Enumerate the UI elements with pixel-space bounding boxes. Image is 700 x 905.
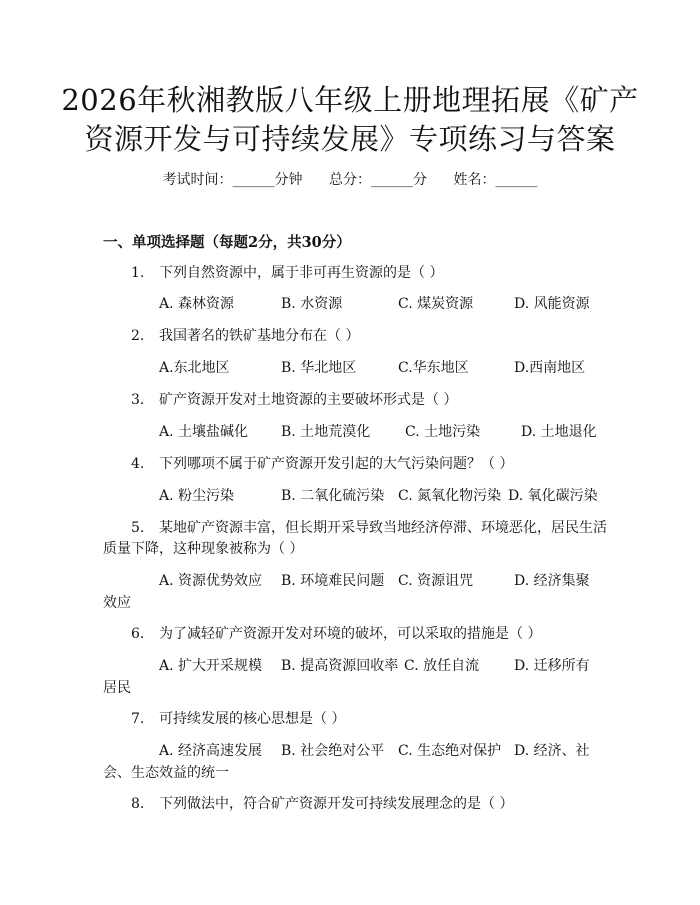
- option-d: D. 经济集聚: [514, 573, 590, 589]
- option-a: A. 扩大开采规模: [159, 658, 263, 674]
- option-a: A. 粉尘污染: [159, 488, 235, 504]
- question-number: 5.: [131, 520, 145, 536]
- question-number: 6.: [131, 626, 145, 642]
- option-c: C.华东地区: [398, 360, 469, 376]
- question-5: [131, 517, 607, 537]
- exam-score: 总分：______分: [329, 172, 427, 188]
- question-text: 下列自然资源中，属于非可再生资源的是（ ）: [159, 265, 444, 281]
- option-b: B. 社会绝对公平: [281, 743, 385, 759]
- option-a: A. 土壤盐碱化: [159, 424, 249, 440]
- option-b: B. 提高资源回收率: [281, 658, 399, 674]
- question-2: [131, 325, 359, 345]
- option-c: C. 煤炭资源: [398, 296, 474, 312]
- question-6: [131, 623, 541, 643]
- option-d: D. 迁移所有: [514, 658, 590, 674]
- question-7-option-wrap: 会、生态效益的统一: [103, 765, 229, 781]
- question-text: 矿产资源开发对土地资源的主要破坏形式是（ ）: [159, 392, 458, 408]
- question-3: [131, 389, 457, 409]
- option-c: C. 氮氧化物污染: [398, 488, 502, 504]
- student-name: 姓名：______: [453, 172, 538, 188]
- question-text: 某地矿产资源丰富，但长期开采导致当地经济停滞、环境恶化，居民生活: [159, 520, 607, 536]
- option-d: D. 风能资源: [514, 296, 590, 312]
- question-5-option-wrap: 效应: [103, 595, 131, 611]
- option-a: A. 资源优势效应: [159, 573, 263, 589]
- option-d: D.西南地区: [514, 360, 586, 376]
- question-number: 2.: [131, 328, 145, 344]
- option-c: C. 放任自流: [404, 658, 480, 674]
- question-text: 下列哪项不属于矿产资源开发引起的大气污染问题？（ ）: [159, 456, 514, 472]
- section-heading: 一、单项选择题（每题2分，共30分）: [103, 234, 351, 251]
- option-b: B. 华北地区: [281, 360, 357, 376]
- option-c: C. 资源诅咒: [398, 573, 474, 589]
- option-b: B. 环境难民问题: [281, 573, 385, 589]
- question-number: 4.: [131, 456, 145, 472]
- question-text: 为了减轻矿产资源开发对环境的破坏，可以采取的措施是（ ）: [159, 626, 542, 642]
- option-b: B. 水资源: [281, 296, 343, 312]
- question-number: 8.: [131, 796, 145, 812]
- question-text: 可持续发展的核心思想是（ ）: [159, 711, 346, 727]
- question-6-option-wrap: 居民: [103, 680, 131, 696]
- option-c: C. 生态绝对保护: [398, 743, 502, 759]
- title-line-1: 2026年秋湘教版八年级上册地理拓展《矿产: [61, 83, 639, 117]
- question-number: 3.: [131, 392, 145, 408]
- question-1: [131, 262, 443, 282]
- question-5-continued: 质量下降，这种现象被称为（ ）: [103, 541, 304, 557]
- question-text: 我国著名的铁矿基地分布在（ ）: [159, 328, 360, 344]
- option-d: D. 氧化碳污染: [508, 488, 598, 504]
- option-b: B. 二氧化硫污染: [281, 488, 385, 504]
- option-a: A. 经济高速发展: [159, 743, 263, 759]
- option-a: A.东北地区: [159, 360, 230, 376]
- option-a: A. 森林资源: [159, 296, 235, 312]
- exam-meta: [0, 169, 700, 189]
- question-text: 下列做法中，符合矿产资源开发可持续发展理念的是（ ）: [159, 796, 514, 812]
- question-number: 1.: [131, 265, 145, 281]
- question-8: [131, 793, 513, 813]
- option-d: D. 经济、社: [514, 743, 590, 759]
- title-line-2: 资源开发与可持续发展》专项练习与答案: [84, 122, 616, 156]
- question-7: [131, 708, 345, 728]
- option-b: B. 土地荒漠化: [281, 424, 371, 440]
- question-4: [131, 453, 513, 473]
- option-d: D. 土地退化: [521, 424, 597, 440]
- option-c: C. 土地污染: [405, 424, 481, 440]
- exam-time: 考试时间：______分钟: [162, 172, 303, 188]
- question-number: 7.: [131, 711, 145, 727]
